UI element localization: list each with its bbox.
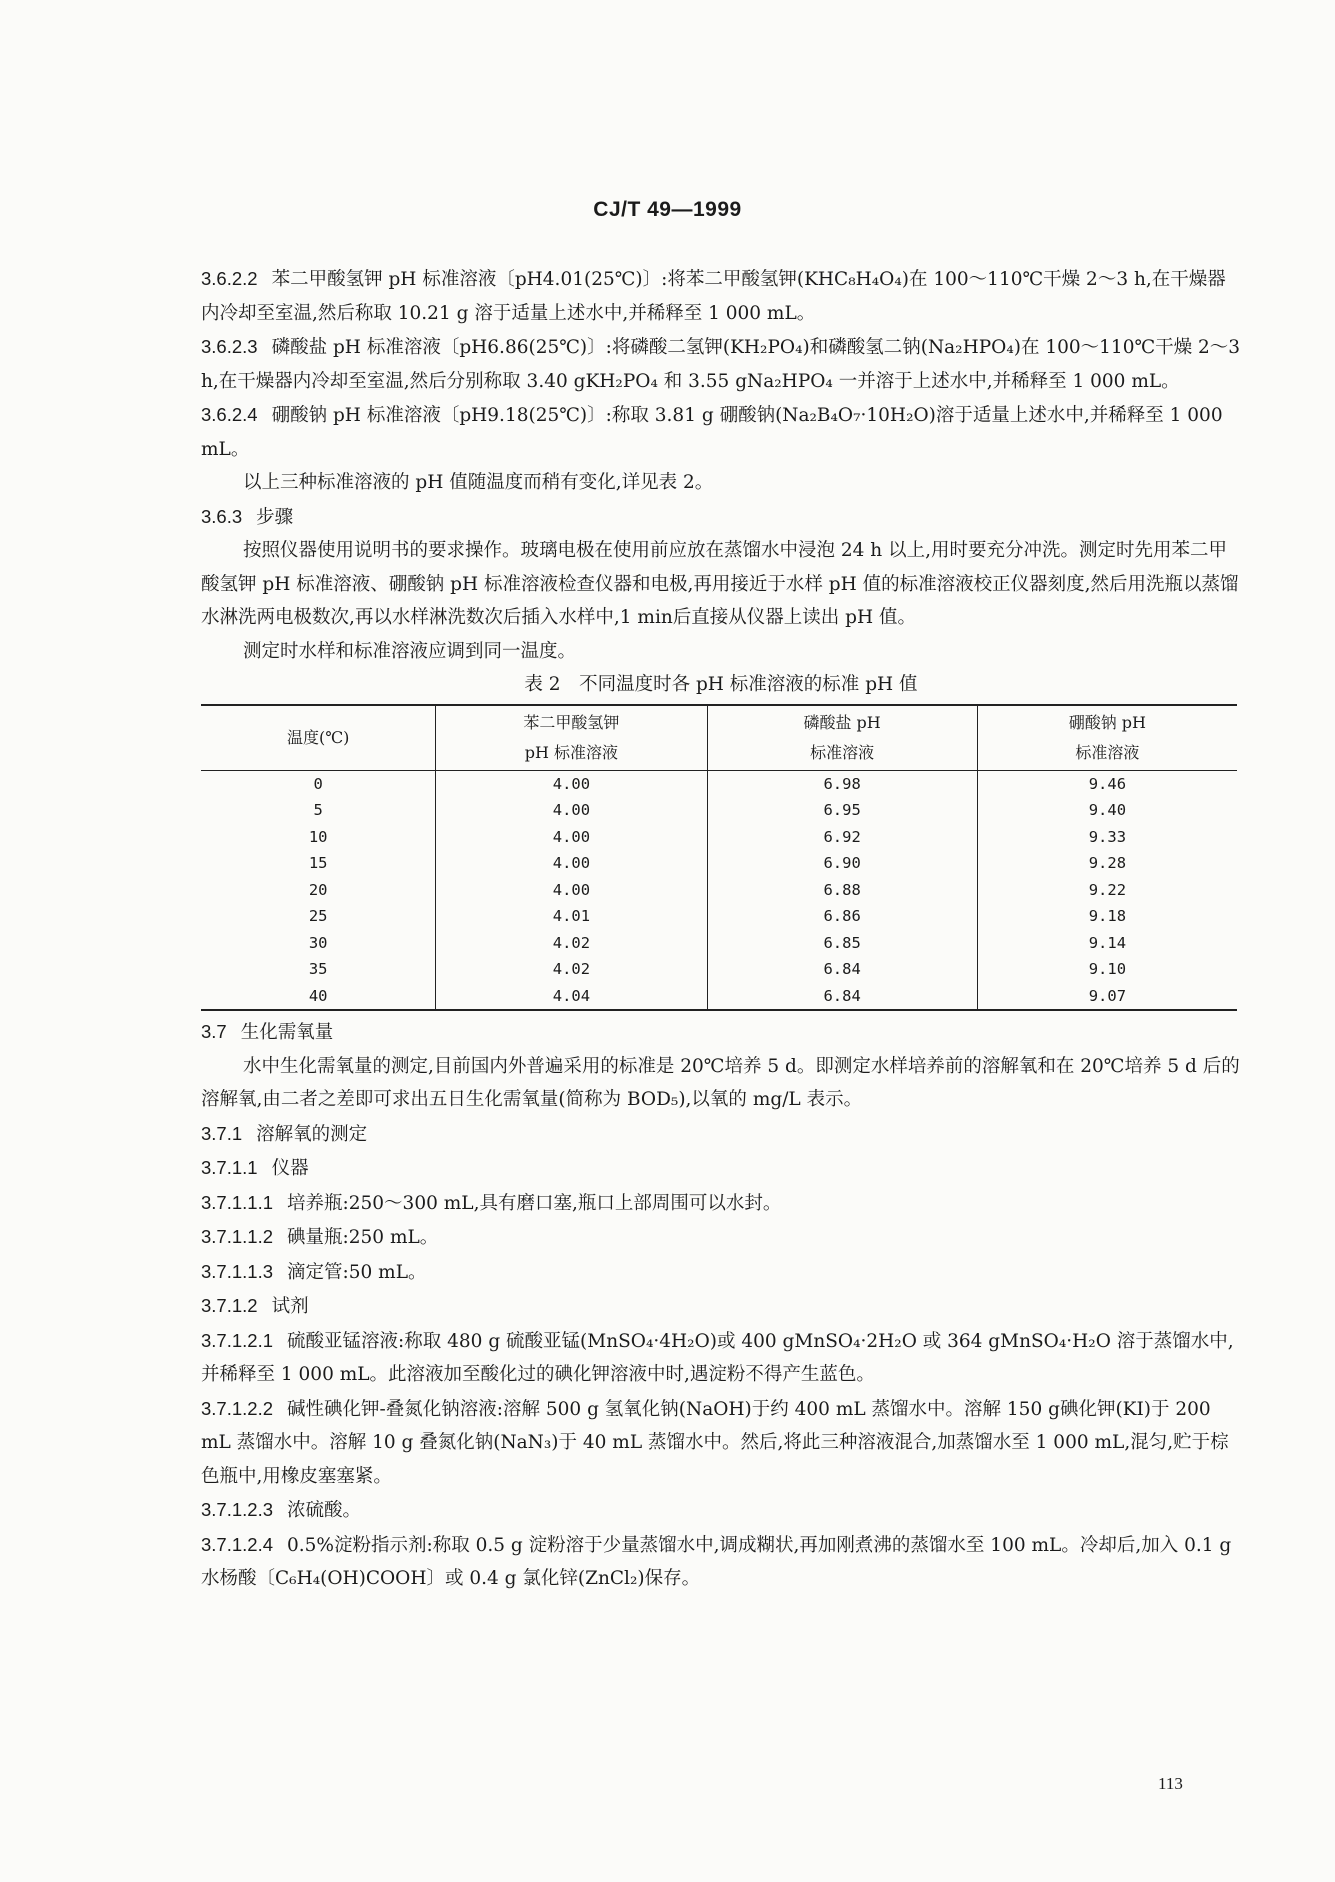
page-number: 113 <box>1158 1774 1183 1793</box>
clause-text: 水中生化需氧量的测定,目前国内外普遍采用的标准是 20℃培养 5 d。即测定水样培养前的溶解氧和在 20℃培养 5 d 后的溶解氧,由二者之差即可求出五日生化需氧量(简称为 BOD₅),以氧的 mg/L 表示。 <box>201 1055 1240 1110</box>
table-cell: 4.00 <box>436 797 707 824</box>
table-cell: 4.00 <box>436 824 707 851</box>
clause-number: 3.7.1.1 <box>201 1157 258 1178</box>
table-cell: 4.00 <box>436 877 707 904</box>
clause-number: 3.7.1.1.1 <box>201 1191 274 1213</box>
page-content <box>201 262 1241 1596</box>
table-cell: 6.84 <box>707 983 977 1011</box>
paragraph <box>201 466 1241 500</box>
clause-text: 硫酸亚锰溶液:称取 480 g 硫酸亚锰(MnSO₄·4H₂O)或 400 gMnSO₄·2H₂O 或 364 gMnSO₄·H₂O 溶于蒸馏水中,并稀释至 1 000 mL。此溶液加至酸化过的碘化钾溶液中时,遇淀粉不得产生蓝色。 <box>201 1330 1234 1385</box>
table-cell: 4.02 <box>436 956 707 983</box>
clause-number: 3.6.2.2 <box>201 268 258 289</box>
clause-number: 3.7.1.2 <box>201 1295 258 1316</box>
table-cell: 5 <box>313 801 323 819</box>
table-cell: 4.02 <box>436 930 707 957</box>
clause <box>201 1289 1241 1324</box>
clause-text: 培养瓶:250～300 mL,具有磨口塞,瓶口上部周围可以水封。 <box>287 1192 782 1214</box>
clause <box>201 1220 1241 1255</box>
clause-number: 3.7.1.1.2 <box>201 1226 274 1247</box>
clause <box>201 330 1241 398</box>
clause-number: 3.7.1.2.1 <box>201 1329 274 1351</box>
document-header: CJ/T 49—1999 <box>593 198 742 221</box>
table-cell: 6.92 <box>707 824 977 851</box>
table-cell: 6.95 <box>707 797 977 824</box>
clause <box>201 1493 1241 1528</box>
table-row <box>201 797 1237 824</box>
clause-text: 测定时水样和标准溶液应调到同一温度。 <box>243 640 577 662</box>
table-row <box>201 903 1237 930</box>
clause <box>201 1324 1241 1392</box>
table-row <box>201 824 1237 851</box>
clause <box>201 500 1241 535</box>
table-cell: 9.40 <box>977 797 1237 824</box>
table-cell: 9.22 <box>977 877 1237 904</box>
clause-number: 3.6.2.3 <box>201 336 258 357</box>
clause-number: 3.7.1.2.2 <box>201 1397 274 1419</box>
table-row <box>201 956 1237 983</box>
table-row <box>201 930 1237 957</box>
clause-text: 苯二甲酸氢钾 pH 标准溶液〔pH4.01(25℃)〕:将苯二甲酸氢钾(KHC₈H₄O₄)在 100～110℃干燥 2～3 h,在干燥器内冷却至室温,然后称取 10.21 g 溶于适量上述水中,并稀释至 1 000 mL。 <box>201 269 1226 324</box>
table-cell: 4.01 <box>436 903 707 930</box>
table-cell: 9.07 <box>977 983 1237 1011</box>
clause <box>201 1151 1241 1186</box>
clause-text: 按照仪器使用说明书的要求操作。玻璃电极在使用前应放在蒸馏水中浸泡 24 h 以上,用时要充分冲洗。测定时先用苯二甲酸氢钾 pH 标准溶液、硼酸钠 pH 标准溶液检查仪器和电极,再用接近于水样 pH 值的标准溶液校正仪器刻度,然后用洗瓶以蒸馏水淋洗两电极数次,再以水样淋洗数次后插入水样中,1 min后直接从仪器上读出 pH 值。 <box>201 540 1239 628</box>
clause <box>201 1528 1241 1596</box>
table-cell: 9.33 <box>977 824 1237 851</box>
table-cell: 20 <box>308 880 328 899</box>
table-cell: 9.10 <box>977 956 1237 983</box>
table-cell: 6.85 <box>707 930 977 957</box>
table-cell: 10 <box>308 827 328 846</box>
table-header-row <box>201 705 1237 771</box>
table-row <box>201 850 1237 877</box>
clause <box>201 1392 1241 1494</box>
column-header: 硼酸钠 pH 标准溶液 <box>977 705 1237 771</box>
clause <box>201 1015 1241 1050</box>
table-cell: 35 <box>308 960 328 978</box>
table-cell: 9.46 <box>977 770 1237 797</box>
clause-text: 0.5%淀粉指示剂:称取 0.5 g 淀粉溶于少量蒸馏水中,调成糊状,再加刚煮沸的蒸馏水至 100 mL。冷却后,加入 0.1 g 水杨酸〔C₆H₄(OH)COOH〕或 0.4 g 氯化锌(ZnCl₂)保存。 <box>201 1534 1232 1589</box>
table-cell: 6.88 <box>707 877 977 904</box>
clause-text: 步骤 <box>256 506 294 528</box>
table-cell: 9.28 <box>977 850 1237 877</box>
clause-number: 3.6.3 <box>201 505 243 527</box>
table-cell: 9.18 <box>977 903 1237 930</box>
paragraph <box>201 1050 1241 1117</box>
clause-text: 碘量瓶:250 mL。 <box>287 1227 439 1248</box>
column-header: 温度(℃) <box>201 705 436 771</box>
clause-number: 3.6.2.4 <box>201 404 258 425</box>
ph-standard-table <box>201 704 1237 1012</box>
paragraph <box>201 635 1241 669</box>
clause <box>201 398 1241 466</box>
clause-text: 生化需氧量 <box>240 1022 334 1043</box>
table-cell: 4.00 <box>436 770 707 797</box>
column-header: 磷酸盐 pH 标准溶液 <box>707 705 977 771</box>
clause-text: 溶解氧的测定 <box>256 1123 368 1145</box>
table-row <box>201 770 1237 797</box>
table-row <box>201 983 1237 1011</box>
clause-text: 滴定管:50 mL。 <box>287 1261 427 1283</box>
clause-number: 3.7.1.2.3 <box>201 1499 274 1520</box>
paragraph <box>201 534 1241 635</box>
table-row <box>201 877 1237 904</box>
clause <box>201 1117 1241 1152</box>
clause-text: 试剂 <box>271 1296 309 1317</box>
table-cell: 0 <box>313 774 323 793</box>
table-cell: 40 <box>201 983 436 1011</box>
clause-number: 3.7.1.1.3 <box>201 1260 274 1282</box>
column-header: 苯二甲酸氢钾 pH 标准溶液 <box>436 705 707 771</box>
table-cell: 6.98 <box>707 770 977 797</box>
table-cell: 4.00 <box>436 850 707 877</box>
section-bod <box>201 1015 1241 1596</box>
table-cell: 25 <box>308 907 328 925</box>
table-cell: 9.14 <box>977 930 1237 957</box>
clause-text: 仪器 <box>271 1158 309 1179</box>
table-cell: 30 <box>308 933 328 952</box>
table-cell: 6.86 <box>707 903 977 930</box>
table-cell: 6.90 <box>707 850 977 877</box>
table-cell: 4.04 <box>436 983 707 1011</box>
table-cell: 6.84 <box>707 956 977 983</box>
clause-text: 以上三种标准溶液的 pH 值随温度而稍有变化,详见表 2。 <box>243 472 714 493</box>
clause <box>201 1186 1241 1221</box>
clause <box>201 1255 1241 1290</box>
table-cell: 15 <box>308 854 328 872</box>
clause-number: 3.7 <box>201 1021 227 1042</box>
clause-number: 3.7.1.2.4 <box>201 1533 274 1555</box>
clause-text: 碱性碘化钾-叠氮化钠溶液:溶解 500 g 氢氧化钠(NaOH)于约 400 mL 蒸馏水中。溶解 150 g碘化钾(KI)于 200 mL 蒸馏水中。溶解 10 g 叠氮化钠(NaN₃)于 40 mL 蒸馏水中。然后,将此三种溶液混合,加蒸馏水至 1 000 mL,混匀,贮于棕色瓶中,用橡皮塞塞紧。 <box>201 1398 1229 1487</box>
clause-text: 浓硫酸。 <box>287 1500 362 1521</box>
table-caption: 表 2 不同温度时各 pH 标准溶液的标准 pH 值 <box>524 674 918 695</box>
clause-text: 硼酸钠 pH 标准溶液〔pH9.18(25℃)〕:称取 3.81 g 硼酸钠(Na₂B₄O₇·10H₂O)溶于适量上述水中,并稀释至 1 000 mL。 <box>201 405 1223 460</box>
table-body <box>201 770 1237 1010</box>
clause-number: 3.7.1 <box>201 1122 243 1144</box>
section-ph-standards <box>201 262 1241 668</box>
clause-text: 磷酸盐 pH 标准溶液〔pH6.86(25℃)〕:将磷酸二氢钾(KH₂PO₄)和磷酸氢二钠(Na₂HPO₄)在 100～110℃干燥 2～3 h,在干燥器内冷却至室温,然后分别称取 3.40 gKH₂PO₄ 和 3.55 gNa₂HPO₄ 一并溶于上述水中,并稀释至 1 000 mL。 <box>201 337 1241 392</box>
clause <box>201 262 1241 330</box>
